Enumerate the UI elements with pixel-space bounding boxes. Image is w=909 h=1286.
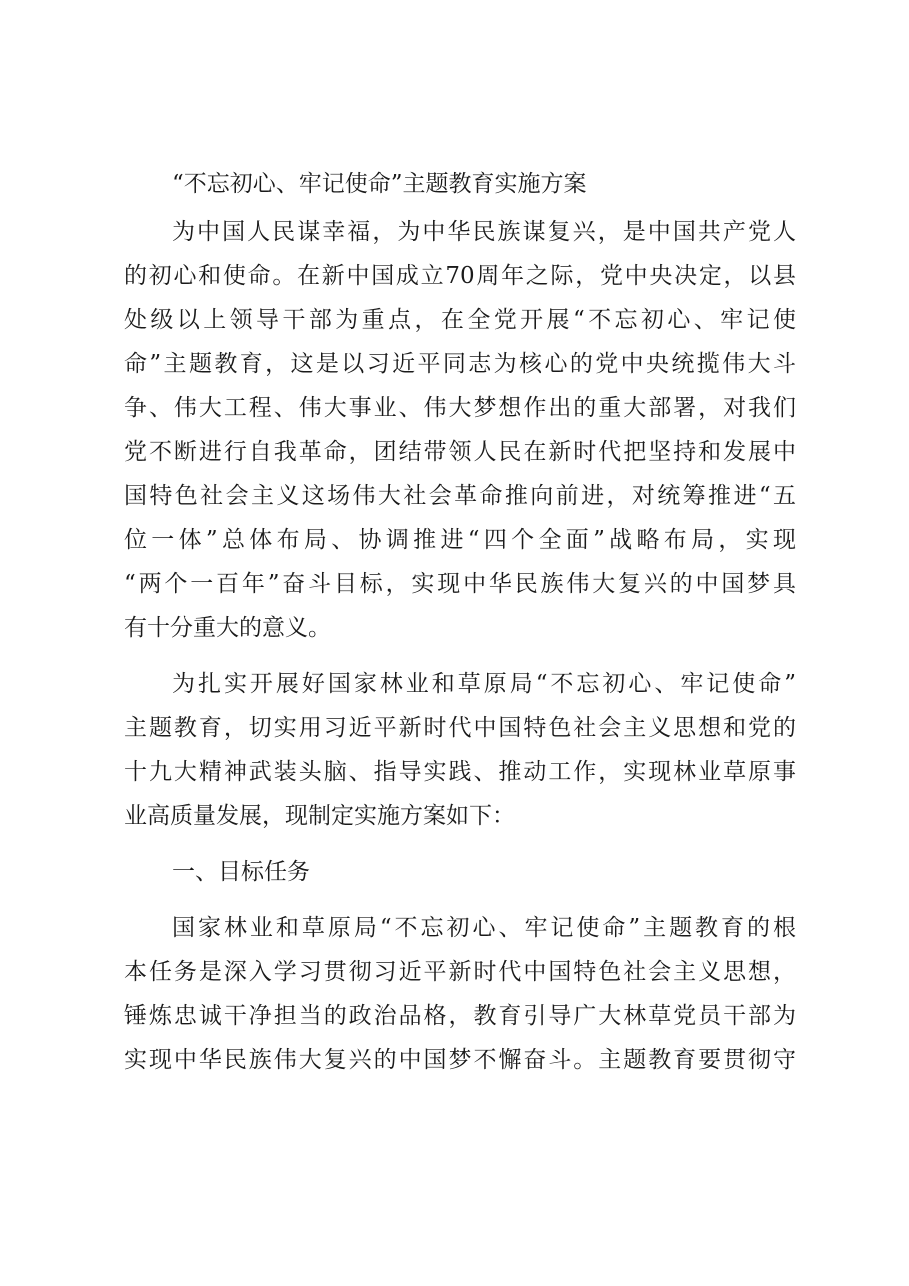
document-page <box>124 166 796 1082</box>
paragraph-line: 处级以上领导干部为重点，在全党开展“不忘初心、牢记使 <box>124 307 796 333</box>
paragraph-line: 位一体”总体布局、协调推进“四个全面”战略布局，实现 <box>124 527 796 553</box>
paragraph-purpose <box>124 662 796 838</box>
paragraph-line: 实现中华民族伟大复兴的中国梦不懈奋斗。主题教育要贯彻守 <box>124 1047 796 1073</box>
document-title: “不忘初心、牢记使命”主题教育实施方案 <box>172 171 587 197</box>
paragraph-line: 命”主题教育，这是以习近平同志为核心的党中央统揽伟大斗 <box>124 351 796 377</box>
paragraph-line: 十九大精神武装头脑、指导实践、推动工作，实现林业草原事 <box>124 759 796 785</box>
paragraph-spacer <box>124 838 796 850</box>
paragraph-intro <box>124 210 796 650</box>
section-heading: 一、目标任务 <box>172 859 310 885</box>
paragraph-line: 争、伟大工程、伟大事业、伟大梦想作出的重大部署，对我们 <box>124 395 796 421</box>
paragraph-spacer <box>124 894 796 906</box>
paragraph-line: 党不断进行自我革命，团结带领人民在新时代把坚持和发展中 <box>124 439 796 465</box>
paragraph-line: 锤炼忠诚干净担当的政治品格，教育引导广大林草党员干部为 <box>124 1003 796 1029</box>
paragraph-line: 本任务是深入学习贯彻习近平新时代中国特色社会主义思想， <box>124 959 796 985</box>
paragraph-line: 有十分重大的意义。 <box>124 615 331 641</box>
paragraph-line: 为中国人民谋幸福，为中华民族谋复兴，是中国共产党人 <box>172 219 796 245</box>
paragraph-goals <box>124 906 796 1082</box>
paragraph-spacer <box>124 650 796 662</box>
paragraph-line: 为扎实开展好国家林业和草原局“不忘初心、牢记使命” <box>172 671 796 697</box>
paragraph-line: “两个一百年”奋斗目标，实现中华民族伟大复兴的中国梦具 <box>124 571 796 597</box>
paragraph-line: 的初心和使命。在新中国成立70周年之际，党中央决定，以县 <box>124 263 796 289</box>
paragraph-line: 主题教育，切实用习近平新时代中国特色社会主义思想和党的 <box>124 715 796 741</box>
paragraph-line: 国家林业和草原局“不忘初心、牢记使命”主题教育的根 <box>172 915 796 941</box>
paragraph-line: 业高质量发展，现制定实施方案如下： <box>124 803 515 829</box>
paragraph-line: 国特色社会主义这场伟大社会革命推向前进，对统筹推进“五 <box>124 483 796 509</box>
